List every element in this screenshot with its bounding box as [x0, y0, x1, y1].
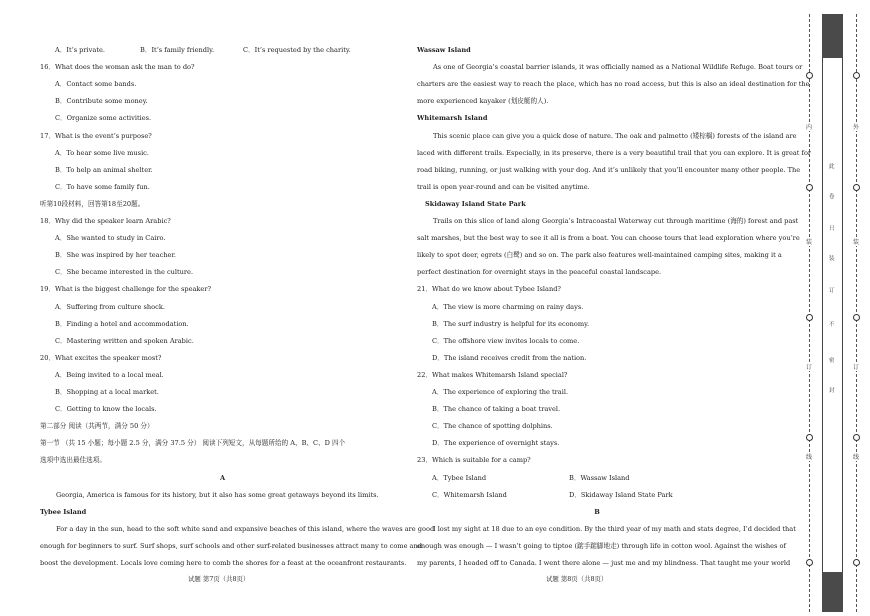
binding-char: 订	[829, 288, 835, 294]
binding-char: 不	[829, 322, 835, 328]
text-line: trail is open year-round and can be visited anytime.	[417, 182, 590, 191]
text-line: 选项中选出最佳选项。	[40, 456, 106, 465]
answer-option: D．The island receives credit from the nation.	[432, 353, 587, 362]
passage-label: B	[594, 507, 600, 516]
answer-option: B．To help an animal shelter.	[55, 165, 153, 174]
text-line: 16．What does the woman ask the man to do?	[40, 63, 195, 72]
answer-option: B．Shopping at a local market.	[55, 388, 159, 396]
binding-char: 密	[829, 358, 835, 364]
binding-hole-circle	[806, 434, 813, 441]
binding-hole-circle	[853, 72, 860, 79]
binding-char: 只	[829, 226, 835, 232]
answer-option: C．The chance of spotting dolphins.	[432, 422, 553, 431]
text-line: 22．What makes Whitemarsh Island special?	[417, 370, 568, 379]
answer-option: A．The view is more charming on rainy days.	[432, 302, 584, 311]
inner-dashed-line	[856, 14, 857, 612]
text-line: 20．What excites the speaker most?	[40, 353, 162, 362]
answer-option: C．Organize some activities.	[55, 114, 152, 123]
paragraph-line: This scenic place can give you a quick dose of nature. The oak and palmetto (矮棕榈) forests of the island are	[433, 131, 797, 140]
option-left: C．Whitemarsh Island	[432, 490, 507, 499]
answer-option: B．She was inspired by her teacher.	[55, 251, 176, 260]
binding-hole-circle	[806, 314, 813, 321]
binding-char: 外	[853, 124, 860, 131]
seal-text-box	[822, 58, 843, 572]
binding-char: 此	[829, 164, 835, 170]
answer-option: D．The experience of overnight stays.	[432, 439, 560, 448]
answer-option: A．Contact some bands.	[55, 80, 137, 89]
binding-char: 线	[853, 454, 860, 461]
section-heading: Wassaw Island	[417, 46, 471, 54]
paragraph-line: Trails on this slice of land along Georgia’s Intracoastal Waterway cut through maritime (海的) forest and past	[433, 217, 799, 225]
text-line: charters are the easiest way to reach the place, which has no road access, but this is also an ideal destination for the	[417, 80, 810, 89]
text-line: boost the development. Locals love coming here to comb the shores for a feast at the oceanfront restaurants.	[40, 559, 407, 567]
text-line: my parents, I headed off to Canada. I went there alone — just me and my blindness. That taught me your world	[417, 559, 791, 567]
outer-dashed-line	[809, 14, 810, 612]
answer-option: C．To have some family fun.	[55, 182, 150, 191]
binding-hole-circle	[853, 184, 860, 191]
top-dark-bar	[822, 14, 843, 58]
section-heading: Whitemarsh Island	[417, 114, 488, 123]
binding-char: 装	[829, 256, 835, 262]
answer-option: A．The experience of exploring the trail.	[432, 388, 569, 396]
binding-char: 订	[806, 364, 813, 371]
binding-hole-circle	[806, 184, 813, 191]
text-line: 17．What is the event’s purpose?	[40, 131, 152, 140]
text-line: 23．Which is suitable for a camp?	[417, 456, 531, 465]
answer-option: B．Finding a hotel and accommodation.	[55, 319, 189, 328]
option-a: A．It’s private.	[55, 46, 105, 54]
answer-option: C．The offshore view invites locals to come.	[432, 336, 580, 345]
answer-option: A．Suffering from culture shock.	[55, 302, 165, 311]
paragraph-line: As one of Georgia’s coastal barrier islands, it was officially named as a National Wildlife Refuge. Boat tours or	[433, 63, 803, 72]
answer-option: B．The chance of taking a boat travel.	[432, 405, 561, 414]
binding-hole-circle	[853, 314, 860, 321]
option-c: C．It’s requested by the charity.	[243, 46, 351, 54]
text-line: more experienced kayaker (划皮艇的人).	[417, 97, 549, 106]
binding-char: 装	[853, 239, 860, 246]
option-right: D．Skidaway Island State Park	[569, 490, 673, 499]
text-line: laced with different trails. Especially, in its preserve, there is a very beautiful trail that you can explore. It is great for	[417, 148, 812, 157]
binding-char: 线	[806, 454, 813, 461]
option-right: B．Wassaw Island	[569, 473, 630, 482]
binding-hole-circle	[806, 72, 813, 79]
text-line: 21．What do we know about Tybee Island?	[417, 285, 561, 294]
answer-option: A．She wanted to study in Cairo.	[55, 234, 166, 243]
answer-option: C．Mastering written and spoken Arabic.	[55, 336, 194, 345]
binding-char: 装	[806, 239, 813, 246]
left-page-footer: 试题 第7页（共8页）	[188, 575, 250, 583]
paragraph-line: I lost my sight at 18 due to an eye condition. By the third year of my math and stats degree, I’d decided that	[433, 524, 796, 533]
binding-char: 订	[853, 364, 860, 371]
answer-option: A．To hear some live music.	[55, 148, 149, 157]
text-line: enough for beginners to surf. Surf shops, surf schools and other surf-related businesses attract many to come and	[40, 541, 422, 550]
answer-option: C．Getting to know the locals.	[55, 405, 157, 414]
answer-option: B．Contribute some money.	[55, 97, 148, 106]
section-heading: Skidaway Island State Park	[425, 199, 526, 208]
answer-option: C．She became interested in the culture.	[55, 268, 194, 277]
text-line: 18．Why did the speaker learn Arabic?	[40, 217, 171, 225]
text-line: 19．What is the biggest challenge for the speaker?	[40, 285, 212, 294]
option-left: A．Tybee Island	[432, 473, 487, 482]
binding-margin-strip	[798, 14, 868, 612]
option-b: B．It’s family friendly.	[140, 46, 215, 54]
section-heading: Tybee Island	[40, 507, 87, 516]
paragraph-line: Georgia, America is famous for its history, but it also has some great getaways beyond its limits.	[56, 490, 379, 499]
text-line: 第一节 （共 15 小题；每小题 2.5 分，满分 37.5 分） 阅读下列短文，从每题所给的 A、B、C、D 四个	[40, 439, 346, 448]
text-line: 听第10段材料，回答第18至20题。	[40, 199, 145, 208]
text-line: enough was enough — I wasn’t going to tiptoe (踮手踮脚地走) through life in cotton wool. Against the wishes of	[417, 541, 786, 550]
text-line: road biking, running, or just walking with your dog. And it’s unlikely that you’ll encounter many other people. The	[417, 165, 801, 174]
passage-label: A	[219, 473, 226, 482]
binding-char: 卷	[829, 194, 835, 200]
binding-char: 封	[829, 388, 835, 394]
text-line: 第二部分 阅读（共两节，满分 50 分）	[40, 422, 154, 431]
bottom-dark-bar	[822, 572, 843, 612]
binding-hole-circle	[806, 559, 813, 566]
text-line: perfect destination for overnight stays in the peaceful coastal landscape.	[417, 268, 662, 277]
right-page-column	[400, 0, 812, 616]
answer-option: A．Being invited to a local meal.	[55, 370, 164, 379]
text-line: salt marshes, but the best way to see it all is from a boat. You can choose tours that lead exploration where you’re	[417, 234, 800, 243]
text-line: likely to spot deer, egrets (白鹭) and so on. The park also features well-maintained camping sites, making it a	[417, 251, 782, 260]
binding-hole-circle	[853, 434, 860, 441]
paragraph-line: For a day in the sun, head to the soft white sand and expansive beaches of this island, where the waves are good	[56, 524, 435, 533]
binding-char: 内	[806, 124, 813, 131]
binding-hole-circle	[853, 559, 860, 566]
right-page-footer: 试题 第8页（共8页）	[546, 575, 608, 583]
answer-option: B．The surf industry is helpful for its economy.	[432, 319, 590, 328]
